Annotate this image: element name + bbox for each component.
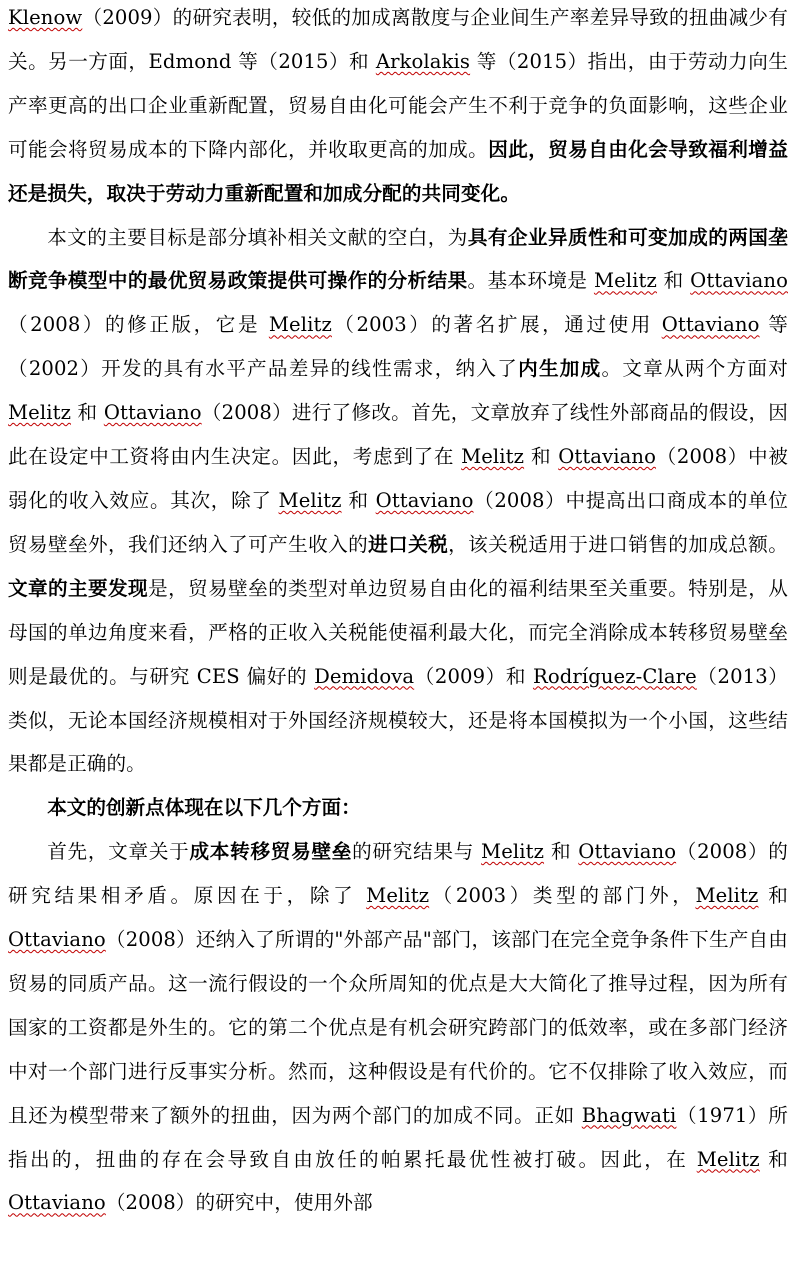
bold-text: 因此，贸易自由化会导致福利增益还是损失，取决于劳动力重新配置和加成分配的共同变化。: [8, 137, 789, 205]
text-segment: 本文的主要目标是部分填补相关文献的空白，为: [47, 225, 468, 249]
author-name: Demidova: [314, 664, 415, 688]
bold-text: 文章的主要发现: [8, 576, 149, 600]
text-segment: 等（2015）指出，由于劳动力向生产率更高的出口企业重新配置，贸易自由化可能会产生不利于竞争的负面影响，这些企业可能会将贸易成本的下降内部化，并收取更高的加成。: [8, 49, 788, 161]
text-segment: 和: [759, 1147, 788, 1171]
author-name: Ottaviano: [661, 313, 760, 337]
author-name: Melitz: [593, 269, 657, 293]
text-segment: 。文章从两个方面对: [601, 357, 789, 381]
text-segment: （1971）所指出的，扭曲的存在会导致自由放任的帕累托最优性被打破。因此，在: [8, 1103, 788, 1171]
text-segment: 和: [524, 445, 559, 469]
author-name: Ottaviano: [8, 928, 106, 952]
author-name: Melitz: [481, 840, 545, 864]
bold-text: 具有企业异质性和可变加成的两国垄断竞争模型中的最优贸易政策提供可操作的分析结果: [8, 225, 788, 293]
paragraph-3: [8, 830, 788, 1225]
text-segment: （2008）中提高出口商成本的单位贸易壁垒外，我们还纳入了可产生收入的: [8, 488, 788, 556]
author-name: Ottaviano: [375, 488, 474, 512]
text-segment: （2008）还纳入了所谓的"外部产品"部门，该部门在完全竞争条件下生产自由贸易的同质产品。这一流行假设的一个众所周知的优点是大大简化了推导过程，因为所有国家的工资都是外生的。它的第二个优点是有机会研究跨部门的低效率，或在多部门经济中对一个部门进行反事实分析。然而，这种假设是有代价的。它不仅排除了收入效应，而且还为模型带来了额外的扭曲，因为两个部门的加成不同。正如: [8, 928, 788, 1127]
text-segment: （2003）的著名扩展，通过使用: [331, 313, 662, 337]
author-name: Rodríguez-Clare: [532, 664, 697, 688]
text-segment: 是，贸易壁垒的类型对单边贸易自由化的福利结果至关重要。特别是，从母国的单边角度来看，严格的正收入关税能使福利最大化，而完全消除成本转移贸易壁垒则是最优的。与研究 CES 偏好的: [8, 576, 788, 688]
text-segment: 首先，文章关于: [47, 840, 190, 864]
text-segment: （2008）进行了修改。首先，文章放弃了线性外部商品的假设，因此在设定中工资将由内生决定。因此，考虑到了在: [8, 401, 788, 469]
text-segment: （2008）的研究中，使用外部: [105, 1191, 373, 1215]
author-name: Bhagwati: [581, 1103, 677, 1127]
text-segment: 。基本环境是: [467, 269, 594, 293]
author-name: Melitz: [461, 445, 525, 469]
text-segment: （2009）的研究表明，较低的加成离散度与企业间生产率差异导致的扭曲减少有关。另一方面，Edmond 等（2015）和: [8, 6, 788, 73]
author-name: Ottaviano: [558, 445, 657, 469]
text-segment: （2008）的研究结果相矛盾。原因在于，除了: [8, 840, 788, 908]
author-name: Melitz: [695, 884, 759, 908]
paragraph-2: [8, 216, 788, 787]
text-segment: 和: [71, 401, 104, 425]
bold-text: 成本转移贸易壁垒: [189, 840, 353, 864]
author-name: Ottaviano: [8, 1191, 106, 1215]
text-segment: （2003）类型的部门外，: [429, 884, 696, 908]
author-name: Melitz: [696, 1147, 760, 1171]
bold-text: 内生加成: [518, 357, 602, 381]
text-segment: ，该关税适用于进口销售的加成总额。: [448, 532, 788, 556]
bold-text: 进口关税: [368, 532, 449, 556]
section-heading: 本文的创新点体现在以下几个方面：: [47, 796, 361, 820]
text-segment: （2008）中被弱化的收入效应。其次，除了: [8, 445, 788, 512]
text-segment: 和: [758, 884, 789, 908]
text-segment: 和: [544, 840, 579, 864]
author-name: Ottaviano: [578, 840, 677, 864]
author-name: Ottaviano: [103, 401, 202, 425]
author-name: Melitz: [366, 884, 430, 908]
text-segment: （2009）和: [414, 664, 533, 688]
text-segment: 和: [656, 269, 691, 293]
author-name: Ottaviano: [690, 269, 788, 293]
text-segment: （2008）的修正版，它是: [8, 313, 269, 337]
text-segment: 等（2002）开发的具有水平产品差异的线性需求，纳入了: [8, 313, 788, 381]
author-name: Arkolakis: [375, 49, 471, 73]
author-name: Melitz: [278, 488, 342, 512]
author-name: Klenow: [8, 6, 83, 29]
text-segment: 的研究结果与: [352, 840, 482, 864]
author-name: Melitz: [268, 313, 332, 337]
text-segment: （2013）类似，无论本国经济规模相对于外国经济规模较大，还是将本国模拟为一个小国，这些结果都是正确的。: [8, 664, 789, 776]
paragraph-1: [8, 0, 788, 216]
author-name: Melitz: [8, 401, 71, 425]
text-segment: 和: [341, 488, 376, 512]
